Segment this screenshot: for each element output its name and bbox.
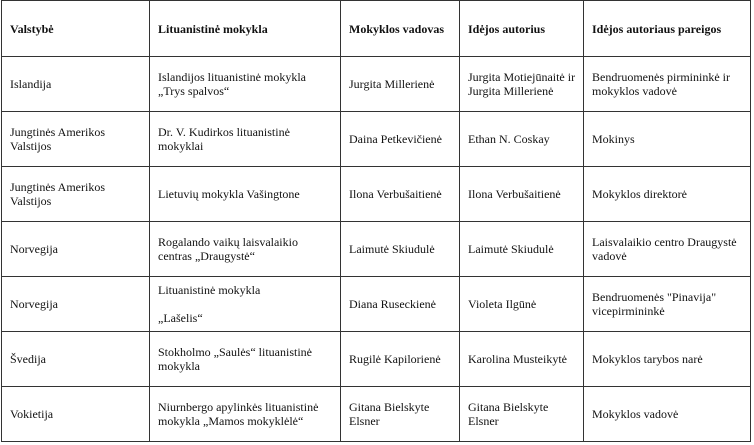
cell-author-position: Laisvalaikio centro Draugystė vadovė bbox=[584, 222, 751, 277]
table-body bbox=[2, 57, 751, 442]
cell-school: Stokholmo „Saulės“ lituanistinė mokykla bbox=[150, 332, 341, 387]
cell-school-head: Gitana Bielskyte Elsner bbox=[341, 387, 460, 442]
table-row bbox=[2, 387, 751, 442]
cell-author-position: Bendruomenės pirmininkė ir mokyklos vadovė bbox=[584, 57, 751, 112]
cell-idea-author: Laimutė Skiudulė bbox=[460, 222, 584, 277]
cell-school-head: Laimutė Skiudulė bbox=[341, 222, 460, 277]
cell-school: Islandijos lituanistinė mokykla „Trys spalvos“ bbox=[150, 57, 341, 112]
table-header bbox=[2, 1, 751, 57]
cell-idea-author: Ilona Verbušaitienė bbox=[460, 167, 584, 222]
cell-country: Jungtinės Amerikos Valstijos bbox=[2, 112, 150, 167]
cell-country: Vokietija bbox=[2, 387, 150, 442]
header-school: Lituanistinė mokykla bbox=[150, 1, 341, 57]
header-row bbox=[2, 1, 751, 57]
table-row bbox=[2, 112, 751, 167]
cell-idea-author: Karolina Musteikytė bbox=[460, 332, 584, 387]
cell-country: Islandija bbox=[2, 57, 150, 112]
cell-author-position: Mokyklos vadovė bbox=[584, 387, 751, 442]
header-school-head: Mokyklos vadovas bbox=[341, 1, 460, 57]
cell-country: Švedija bbox=[2, 332, 150, 387]
cell-author-position: Mokinys bbox=[584, 112, 751, 167]
cell-school: Dr. V. Kudirkos lituanistinė mokyklai bbox=[150, 112, 341, 167]
schools-table bbox=[1, 0, 751, 442]
header-author-position: Idėjos autoriaus pareigos bbox=[584, 1, 751, 57]
cell-country: Jungtinės Amerikos Valstijos bbox=[2, 167, 150, 222]
cell-author-position: Bendruomenės "Pinavija" vicepirmininkė bbox=[584, 277, 751, 332]
table-row bbox=[2, 222, 751, 277]
header-idea-author: Idėjos autorius bbox=[460, 1, 584, 57]
cell-school: Lietuvių mokykla Vašingtone bbox=[150, 167, 341, 222]
cell-country: Norvegija bbox=[2, 277, 150, 332]
table-row bbox=[2, 332, 751, 387]
cell-idea-author: Violeta Ilgūnė bbox=[460, 277, 584, 332]
cell-author-position: Mokyklos direktorė bbox=[584, 167, 751, 222]
cell-school-head: Daina Petkevičienė bbox=[341, 112, 460, 167]
cell-school: Lituanistinė mokykla „Lašelis“ bbox=[150, 277, 341, 332]
cell-school: Rogalando vaikų laisvalaikio centras „Draugystė“ bbox=[150, 222, 341, 277]
cell-country: Norvegija bbox=[2, 222, 150, 277]
cell-idea-author: Jurgita Motiejūnaitė ir Jurgita Millerienė bbox=[460, 57, 584, 112]
cell-school: Niurnbergo apylinkės lituanistinė mokykla „Mamos mokyklėlė“ bbox=[150, 387, 341, 442]
table-row bbox=[2, 167, 751, 222]
cell-school-head: Rugilė Kapilorienė bbox=[341, 332, 460, 387]
cell-school-head: Ilona Verbušaitienė bbox=[341, 167, 460, 222]
cell-school-head: Diana Ruseckienė bbox=[341, 277, 460, 332]
cell-school-head: Jurgita Millerienė bbox=[341, 57, 460, 112]
cell-idea-author: Ethan N. Coskay bbox=[460, 112, 584, 167]
cell-author-position: Mokyklos tarybos narė bbox=[584, 332, 751, 387]
table-row bbox=[2, 277, 751, 332]
cell-idea-author: Gitana Bielskyte Elsner bbox=[460, 387, 584, 442]
header-country: Valstybė bbox=[2, 1, 150, 57]
table-row bbox=[2, 57, 751, 112]
